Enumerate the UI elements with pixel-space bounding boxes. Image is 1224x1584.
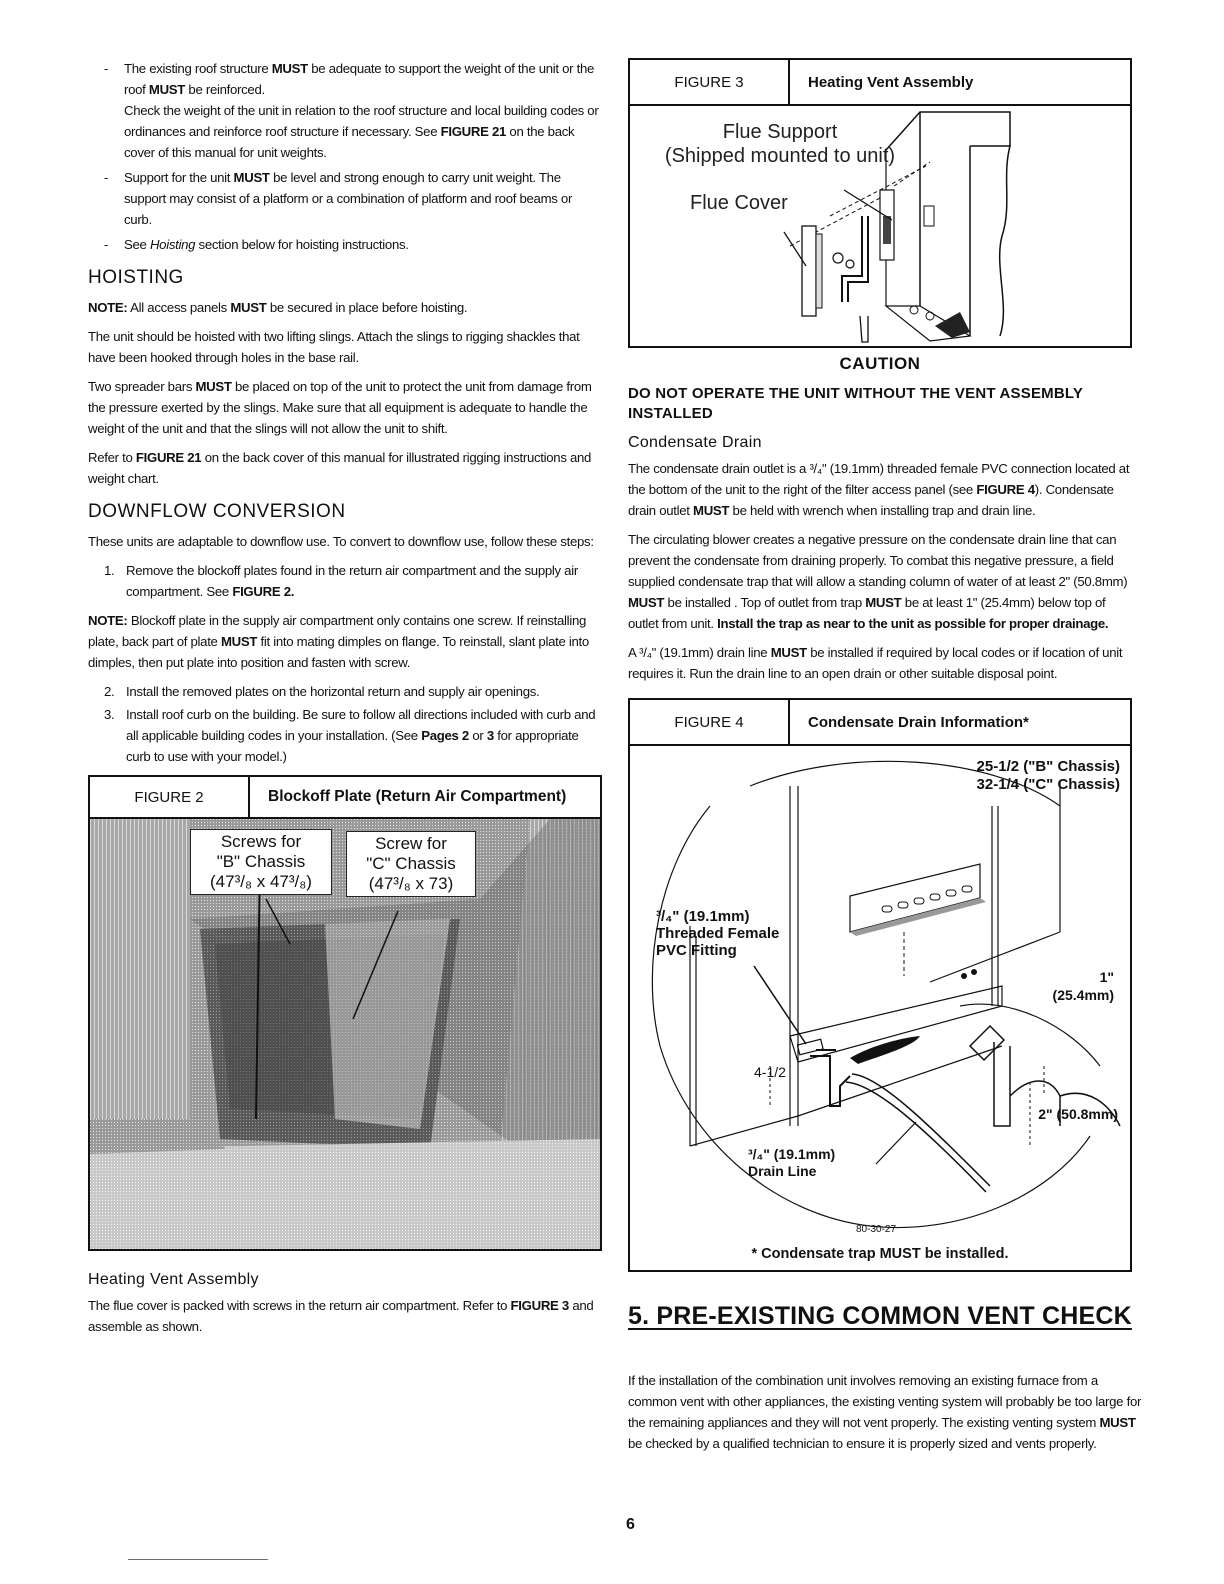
part-number: 80-30-27 (856, 1224, 897, 1235)
figure-4 (628, 698, 1132, 1272)
label-chassis-dimensions: 25-1/2 ("B" Chassis) 32-1/4 ("C" Chassis) (976, 758, 1120, 793)
label-drain-line: ³/₄" (19.1mm) Drain Line (748, 1146, 836, 1179)
figure-4-footnote: * Condensate trap MUST be installed. (751, 1246, 1009, 1262)
label-flue-cover: Flue Cover (690, 192, 788, 214)
figure-4-number: FIGURE 4 (630, 700, 790, 744)
figure-2-title: Blockoff Plate (Return Air Compartment) (268, 788, 567, 805)
hoisting-para-1: The unit should be hoisted with two lifting slings. Attach the slings to rigging shackles that have been hooked through holes in the base rail. (88, 329, 580, 365)
page-number: 6 (626, 1516, 635, 1533)
right-column (628, 58, 1132, 1272)
heating-vent-heading: Heating Vent Assembly (88, 1271, 259, 1288)
downflow-intro: These units are adaptable to downflow use. To convert to downflow use, follow these steps: (88, 534, 594, 549)
figure-3-header (630, 60, 1130, 106)
downflow-step-2: 2. Install the removed plates on the horizontal return and supply air openings. (104, 684, 540, 699)
bullet-roof-structure: - The existing roof structure MUST be adequate to support the weight of the unit or the roof MUST be reinforced. Check the weight of the unit in relation to the roof structure and local building codes or ordinances and reinforce roof structure if necessary. See FIGURE 21 on the back cover of this manual for unit weights. (104, 61, 599, 160)
callout-screws-b-chassis: Screws for "B" Chassis (47³/₈ x 47³/₈) (190, 829, 332, 895)
figure-2-photo (90, 819, 600, 1249)
caution-warning: DO NOT OPERATE THE UNIT WITHOUT THE VENT ASSEMBLY INSTALLED (628, 385, 1083, 422)
label-pvc-fitting: ³/₄" (19.1mm) Threaded Female PVC Fitting (656, 908, 780, 959)
downflow-heading: DOWNFLOW CONVERSION (88, 501, 346, 522)
hoisting-note: NOTE: All access panels MUST be secured in place before hoisting. (88, 300, 468, 315)
figure-4-title: Condensate Drain Information* (808, 713, 1029, 731)
left-column (88, 58, 602, 1345)
label-flue-support: Flue Support (Shipped mounted to unit) (664, 121, 896, 167)
callout-screw-c-chassis: Screw for "C" Chassis (47³/₈ x 73) (346, 831, 476, 897)
label-2in-dimension: 2" (50.8mm) (1038, 1106, 1118, 1122)
condensate-para-3: A ³/₄" (19.1mm) drain line MUST be installed if required by local codes or if location of unit requires it. Run the drain line to an open drain or other suitable disposal point. (628, 645, 1123, 681)
vent-check-para: If the installation of the combination unit involves removing an existing furnace from a common vent with other appliances, the existing venting system will probably be too large for the remaining appliances and they will not vent properly. The existing venting system MUST be checked by a qualified technician to ensure it is properly sized and vents properly. (628, 1373, 1142, 1451)
hoisting-heading: HOISTING (88, 267, 184, 288)
hoisting-para-2: Two spreader bars MUST be placed on top of the unit to protect the unit from damage from the pressure exerted by the slings. Make sure that all equipment is adequate to handle the weight of the unit and that the slings will not allow the unit to shift. (88, 379, 592, 436)
figure-3-number: FIGURE 3 (630, 60, 790, 104)
heating-vent-para: The flue cover is packed with screws in the return air compartment. Refer to FIGURE 3 and assemble as shown. (88, 1298, 594, 1334)
caution-heading: CAUTION (839, 354, 921, 373)
vent-check-heading: 5. PRE-EXISTING COMMON VENT CHECK (628, 1302, 1132, 1330)
downflow-step-1: 1. Remove the blockoff plates found in the return air compartment and the supply air compartment. See FIGURE 2. (104, 563, 578, 599)
condensate-para-1: The condensate drain outlet is a ³/₄" (19.1mm) threaded female PVC connection located at the bottom of the unit to the right of the filter access panel (see FIGURE 4). Condensate drain outlet MUST be held with wrench when installing trap and drain line. (628, 461, 1130, 518)
figure-2-header (90, 777, 600, 819)
hoisting-para-3: Refer to FIGURE 21 on the back cover of this manual for illustrated rigging instructions and weight chart. (88, 450, 592, 486)
label-4-1-2-dimension: 4-1/2 (754, 1064, 786, 1080)
condensate-drain-drawing (630, 746, 1130, 1270)
figure-2 (88, 775, 602, 1251)
figure-3-title: Heating Vent Assembly (808, 73, 974, 91)
label-1in-dimension: 1" (25.4mm) (1052, 969, 1114, 1003)
downflow-step-3: 3. Install roof curb on the building. Be sure to follow all directions included with curb and all applicable building codes in your installation. (See Pages 2 or 3 for appropriate curb to use with your model.) (104, 707, 596, 764)
bullet-see-hoisting: - See Hoisting section below for hoisting instructions. (104, 237, 409, 252)
bullet-support: - Support for the unit MUST be level and strong enough to carry unit weight. The support may consist of a platform or a combination of platform and roof beams or curb. (104, 170, 573, 227)
downflow-note: NOTE: Blockoff plate in the supply air compartment only contains one screw. If reinstalling plate, back part of plate MUST fit into mating dimples on flange. To reinstall, slant plate into dimples, then put plate into position and fasten with screw. (88, 613, 589, 670)
figure-4-header (630, 700, 1130, 746)
blockoff-plate-photo (90, 819, 600, 1249)
figure-3 (628, 58, 1132, 348)
condensate-para-2: The circulating blower creates a negative pressure on the condensate drain line that can prevent the condensate from draining properly. To combat this negative pressure, a field supplied condensate trap that will allow a standing column of water of at least 2" (50.8mm) MUST be installed . Top of outlet from trap MUST be at least 1" (25.4mm) below top of outlet from unit. Install the trap as near to the unit as possible for proper drainage. (628, 532, 1128, 631)
condensate-heading: Condensate Drain (628, 434, 762, 451)
figure-2-number: FIGURE 2 (90, 777, 250, 817)
footer-rule (128, 1559, 268, 1560)
